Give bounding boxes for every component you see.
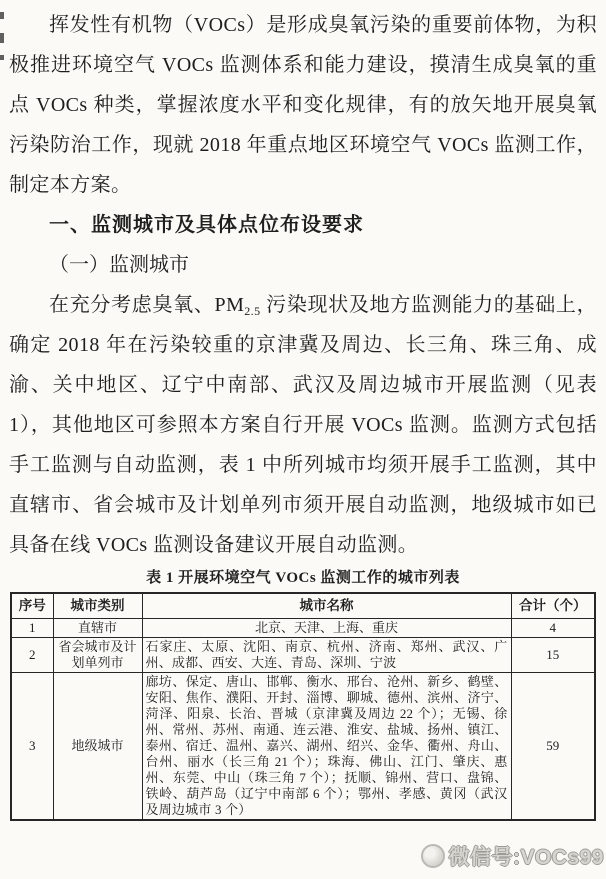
wechat-icon [421, 844, 445, 868]
watermark [421, 841, 604, 871]
monitoring-paragraph [9, 285, 597, 565]
header-index: 序号 [11, 593, 53, 619]
header-cities: 城市名称 [142, 593, 511, 619]
row-cities: 廊坊、保定、唐山、邯郸、衡水、邢台、沧州、新乡、鹤壁、安阳、焦作、濮阳、开封、淄博、聊城、德州、滨州、济宁、菏泽、阳泉、长治、晋城（京津冀及周边 22 个）；无锡、徐州、常州、苏州、南通、连云港、淮安、盐城、扬州、镇江、泰州、宿迁、温州、嘉兴、湖州、绍兴、金华、衢州、舟山、台州、丽水（长三角 21 个）；珠海、佛山、江门、肇庆、惠州、东莞、中山（珠三角 7 个）；抚顺、锦州、营口、盘锦、铁岭、葫芦岛（辽宁中南部 6 个）；鄂州、孝感、黄冈（武汉及周边城市 3 个） [142, 673, 511, 821]
row-cities: 石家庄、太原、沈阳、南京、杭州、济南、郑州、武汉、广州、成都、西安、大连、青岛、深圳、宁波 [142, 638, 511, 673]
scan-artifact [0, 55, 4, 60]
table-row [11, 619, 595, 638]
header-total: 合计（个） [511, 593, 595, 619]
scan-artifact [0, 12, 4, 19]
row-total: 4 [511, 619, 595, 638]
header-category: 城市类别 [53, 593, 142, 619]
row-total: 15 [511, 638, 595, 673]
row-index: 3 [11, 673, 53, 821]
table-header-row [11, 593, 595, 619]
paragraph2-rest: 污染现状及地方监测能力的基础上，确定 2018 年在污染较重的京津冀及周边、长三角、珠三角、成渝、关中地区、辽宁中南部、武汉及周边城市开展监测（见表 1），其他地区可参照本方案自行开展 VOCs 监测。监测方式包括手工监测与自动监测，表 1 中所列城市均须开展手工监测，其中直辖市、省会城市及计划单列市须开展自动监测，地级城市如已具备在线 VOCs 监测设备建议开展自动监测。 [9, 294, 597, 556]
section-heading: 一、监测城市及具体点位布设要求 [49, 214, 364, 236]
row-total: 59 [511, 673, 595, 821]
intro-paragraph: 挥发性有机物（VOCs）是形成臭氧污染的重要前体物，为积极推进环境空气 VOCs 监测体系和能力建设，摸清生成臭氧的重点 VOCs 种类，掌握浓度水平和变化规律，有的放矢地开展臭氧污染防治工作，现就 2018 年重点地区环境空气 VOCs 监测工作，制定本方案。 [9, 14, 597, 196]
paragraph2-prefix: 在充分考虑臭氧、PM [49, 294, 245, 316]
subsection-heading: （一）监测城市 [49, 254, 189, 276]
table-title: 表 1 开展环境空气 VOCs 监测工作的城市列表 [146, 570, 460, 586]
row-index: 1 [11, 619, 53, 638]
row-category: 直辖市 [53, 619, 142, 638]
pm25-subscript: 2.5 [244, 304, 261, 318]
row-category: 省会城市及计划单列市 [53, 638, 142, 673]
row-index: 2 [11, 638, 53, 673]
cities-table [10, 592, 596, 821]
watermark-text: 微信号:VOCs99 [448, 846, 604, 869]
row-category: 地级城市 [53, 673, 142, 821]
table-row [11, 673, 595, 821]
scan-artifact [0, 33, 4, 43]
row-cities: 北京、天津、上海、重庆 [142, 619, 511, 638]
table-row [11, 638, 595, 673]
